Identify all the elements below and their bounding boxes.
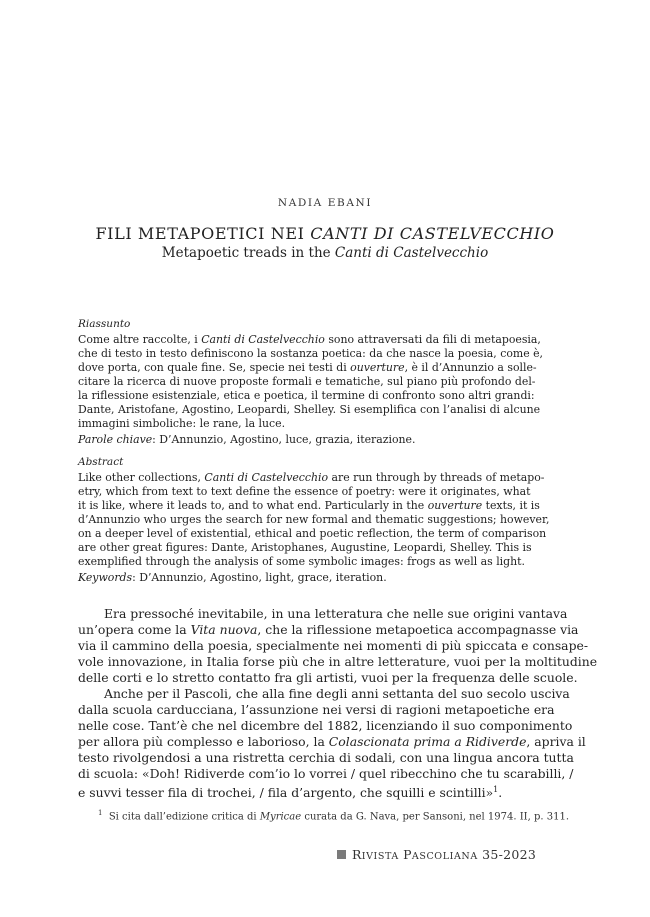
riassunto-section xyxy=(78,317,542,447)
abstract-heading: Abstract xyxy=(78,456,124,468)
body-line: testo rivolgendosi a una ristretta cerchia di sodali, con una lingua ancora tutta xyxy=(78,750,574,765)
riassunto-line: la riflessione esistenziale, etica e poetica, il termine di confronto sono altri grandi: xyxy=(78,389,535,402)
riassunto-keywords: Parole chiave: D’Annunzio, Agostino, luce, grazia, iterazione. xyxy=(78,433,416,446)
abstract-section xyxy=(78,455,550,585)
body-line: e suvvi tesser fila di trochei, / fila d’argento, che squilli e scintilli»$^1$. xyxy=(78,785,503,801)
body-line: per allora più complesso e laborioso, la Colascionata prima a Ridiverde, apriva il xyxy=(78,734,586,749)
title-italic: CANTI DI CASTELVECCHIO xyxy=(310,224,555,243)
body-line: Anche per il Pascoli, che alla fine degli anni settanta del suo secolo usciva xyxy=(104,686,570,701)
body-line: delle corti e lo stretto contatto fra gli artisti, vuoi per la frequenza delle scuole. xyxy=(78,670,578,685)
abstract-line: etry, which from text to text define the essence of poetry: were it originates, what xyxy=(78,485,531,498)
square-icon xyxy=(337,850,346,859)
riassunto-heading: Riassunto xyxy=(78,318,131,330)
article-title xyxy=(0,224,650,243)
abstract-line: on a deeper level of existential, ethical and poetic reflection, the term of comparison xyxy=(78,527,547,540)
author-name: NADIA EBANI xyxy=(277,197,373,209)
abstract-keywords: Keywords: D’Annunzio, Agostino, light, grace, iteration. xyxy=(78,571,387,584)
riassunto-line: immagini simboliche: le rane, la luce. xyxy=(78,417,286,430)
riassunto-line: dove porta, con quale fine. Se, specie nei testi di ouverture, è il d’Annunzio a solle- xyxy=(78,361,537,374)
article-subtitle xyxy=(0,245,650,261)
issue-number: 35-2023 xyxy=(482,847,537,862)
body-line: dalla scuola carducciana, l’assunzione nei versi di ragioni metapoetiche era xyxy=(78,702,555,717)
footnote-number: 1 xyxy=(98,809,103,817)
body-line: un’opera come la Vita nuova, che la riflessione metapoetica accompagnasse via xyxy=(78,622,579,637)
subtitle-plain: Metapoetic treads in the xyxy=(161,245,335,261)
riassunto-line: che di testo in testo definiscono la sostanza poetica: da che nasce la poesia, come è, xyxy=(78,347,544,360)
abstract-line: exemplified through the analysis of some symbolic images: frogs as well as light. xyxy=(78,555,525,568)
body-line: nelle cose. Tant’è che nel dicembre del 1882, licenziando il suo componimento xyxy=(78,718,573,733)
abstract-line: d’Annunzio who urges the search for new formal and thematic suggestions; however, xyxy=(78,513,550,526)
riassunto-line: Dante, Aristofane, Agostino, Leopardi, Shelley. Si esemplifica con l’analisi di alcune xyxy=(78,403,541,416)
body-line: via il cammino della poesia, specialmente nei momenti di più spiccata e consape- xyxy=(78,638,589,653)
footnote-marker: 1 xyxy=(493,785,499,794)
journal-footer: RIVISTA PASCOLIANA 35-2023 xyxy=(337,847,536,862)
subtitle-italic: Canti di Castelvecchio xyxy=(334,245,489,261)
body-line: di scuola: «Doh! Ridiverde com’io lo vorrei / quel ribecchino che tu scarabilli, / xyxy=(78,766,574,781)
abstract-line: it is like, where it leads to, and to what end. Particularly in the ouverture texts, it is xyxy=(78,499,540,512)
footnote: $^1$ Si cita dall’edizione critica di Myricae curata da G. Nava, per Sansoni, nel 1974. II, p. 311. xyxy=(98,809,570,823)
abstract-line: are other great figures: Dante, Aristophanes, Augustine, Leopardi, Shelley. This is xyxy=(78,541,532,554)
body-line: vole innovazione, in Italia forse più che in altre letterature, vuoi per la moltitudine xyxy=(78,654,598,669)
abstract-line: Like other collections, Canti di Castelvecchio are run through by threads of metapo- xyxy=(78,471,545,484)
riassunto-line: citare la ricerca di nuove proposte formali e tematiche, sul piano più profondo del- xyxy=(78,375,536,388)
body-text xyxy=(78,606,598,801)
riassunto-line: Come altre raccolte, i Canti di Castelvecchio sono attraversati da fili di metapoesia, xyxy=(78,333,541,346)
body-line: Era pressoché inevitabile, in una letteratura che nelle sue origini vantava xyxy=(104,606,568,621)
title-plain: FILI METAPOETICI NEI xyxy=(95,224,311,243)
